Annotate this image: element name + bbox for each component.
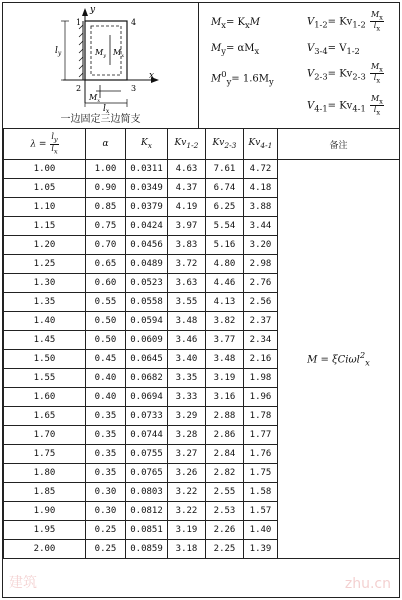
header-note: 备注 xyxy=(278,129,400,160)
axis-x-label: x xyxy=(149,71,155,81)
cell-kv12: 3.97 xyxy=(168,217,206,236)
cell-kv23: 2.84 xyxy=(206,445,244,464)
cell-alpha: 0.70 xyxy=(86,236,126,255)
cell-kv12: 3.33 xyxy=(168,388,206,407)
my-moment-sub: y xyxy=(103,53,107,59)
plate-diagram-svg xyxy=(3,3,198,113)
cell-kv12: 3.18 xyxy=(168,540,206,559)
cell-lambda: 1.05 xyxy=(4,179,86,198)
axis-y-label: y xyxy=(90,5,96,15)
corner-1-label: 1 xyxy=(76,18,82,27)
cell-kv23: 4.46 xyxy=(206,274,244,293)
cell-kv23: 2.82 xyxy=(206,464,244,483)
formula-v12: $V_{1-2}= Kv_{1-2}$ $\frac{M_x}{l_x}$ xyxy=(307,10,383,33)
cell-kv41: 2.76 xyxy=(244,274,278,293)
cell-kv12: 3.22 xyxy=(168,483,206,502)
cell-kv41: 2.56 xyxy=(244,293,278,312)
cell-kv41: 4.72 xyxy=(244,160,278,179)
cell-alpha: 0.50 xyxy=(86,331,126,350)
cell-kv12: 3.40 xyxy=(168,350,206,369)
cell-kv12: 3.27 xyxy=(168,445,206,464)
lx-dimension-label: l xyxy=(103,104,106,113)
formula-my0: $M^0_y= 1.6M_y$ xyxy=(211,69,274,87)
cell-alpha: 0.35 xyxy=(86,407,126,426)
mx-moment-label: M xyxy=(113,48,122,57)
cell-lambda: 1.15 xyxy=(4,217,86,236)
cell-kx: 0.0609 xyxy=(126,331,168,350)
cell-kx: 0.0812 xyxy=(126,502,168,521)
cell-kv12: 3.19 xyxy=(168,521,206,540)
cell-lambda: 1.00 xyxy=(4,160,86,179)
watermark-left: 建筑 xyxy=(9,575,37,591)
table-body xyxy=(4,160,400,559)
formula-my: $M_y= \alpha M_x$ xyxy=(211,43,260,56)
cell-kv41: 2.37 xyxy=(244,312,278,331)
formula-block xyxy=(199,3,399,128)
formula-v41: $V_{4-1}= Kv_{4-1}$ $\frac{M_x}{l_x}$ xyxy=(307,94,383,117)
cell-lambda: 1.30 xyxy=(4,274,86,293)
cell-kv41: 1.77 xyxy=(244,426,278,445)
cell-kv23: 5.16 xyxy=(206,236,244,255)
corner-2-label: 2 xyxy=(76,84,82,93)
cell-lambda: 1.25 xyxy=(4,255,86,274)
cell-kx: 0.0379 xyxy=(126,198,168,217)
cell-alpha: 0.50 xyxy=(86,312,126,331)
cell-kx: 0.0755 xyxy=(126,445,168,464)
cell-kv12: 3.26 xyxy=(168,464,206,483)
note-formula: M = ξCiωl xyxy=(307,354,360,366)
cell-kv41: 1.75 xyxy=(244,464,278,483)
cell-alpha: 0.75 xyxy=(86,217,126,236)
cell-lambda: 1.45 xyxy=(4,331,86,350)
corner-3-label: 3 xyxy=(131,84,137,93)
cell-kx: 0.0733 xyxy=(126,407,168,426)
header-kv41: $Kv_{4-1}$ xyxy=(244,129,278,160)
cell-alpha: 0.60 xyxy=(86,274,126,293)
cell-kv12: 3.55 xyxy=(168,293,206,312)
cell-kx: 0.0859 xyxy=(126,540,168,559)
cell-alpha: 1.00 xyxy=(86,160,126,179)
cell-kv12: 3.48 xyxy=(168,312,206,331)
header-alpha: α xyxy=(86,129,126,160)
cell-kx: 0.0645 xyxy=(126,350,168,369)
svg-text:My xyxy=(94,48,106,59)
cell-kv23: 3.16 xyxy=(206,388,244,407)
cell-alpha: 0.55 xyxy=(86,293,126,312)
header-area xyxy=(3,3,399,129)
cell-alpha: 0.35 xyxy=(86,426,126,445)
formula-v34: $V_{3-4}= V_{1-2}$ xyxy=(307,43,360,56)
cell-lambda: 1.10 xyxy=(4,198,86,217)
cell-kv41: 3.88 xyxy=(244,198,278,217)
cell-kv23: 3.48 xyxy=(206,350,244,369)
cell-kv23: 2.53 xyxy=(206,502,244,521)
cell-lambda: 1.40 xyxy=(4,312,86,331)
cell-kv12: 4.63 xyxy=(168,160,206,179)
cell-kv41: 1.78 xyxy=(244,407,278,426)
cell-kv41: 2.16 xyxy=(244,350,278,369)
cell-lambda: 1.20 xyxy=(4,236,86,255)
cell-kx: 0.0456 xyxy=(126,236,168,255)
svg-text:ly xyxy=(55,46,62,57)
cell-kx: 0.0694 xyxy=(126,388,168,407)
lx-dimension-sub: x xyxy=(105,108,110,113)
cell-alpha: 0.30 xyxy=(86,483,126,502)
cell-kx: 0.0803 xyxy=(126,483,168,502)
coefficient-table xyxy=(3,128,400,559)
header-kv23: $Kv_{2-3}$ xyxy=(206,129,244,160)
header-kx: $K_x$ xyxy=(126,129,168,160)
cell-kv41: 1.39 xyxy=(244,540,278,559)
cell-kv23: 4.80 xyxy=(206,255,244,274)
cell-alpha: 0.25 xyxy=(86,540,126,559)
cell-kv23: 2.86 xyxy=(206,426,244,445)
diagram-caption: 一边固定三边简支 xyxy=(60,114,141,125)
cell-kv23: 6.25 xyxy=(206,198,244,217)
note-formula-sub: x xyxy=(365,357,370,368)
cell-kv41: 3.20 xyxy=(244,236,278,255)
formula-v23: $V_{2-3}= Kv_{2-3}$ $\frac{M_x}{l_x}$ xyxy=(307,62,383,85)
cell-kv12: 3.83 xyxy=(168,236,206,255)
ly-dimension-label: l xyxy=(55,46,58,56)
cell-kv23: 3.77 xyxy=(206,331,244,350)
cell-kx: 0.0851 xyxy=(126,521,168,540)
cell-kx: 0.0744 xyxy=(126,426,168,445)
table-header-row xyxy=(4,129,400,160)
cell-kx: 0.0523 xyxy=(126,274,168,293)
cell-kx: 0.0594 xyxy=(126,312,168,331)
header-lambda: λ = $\frac{l_y}{l_x}$ xyxy=(4,129,86,160)
mx-moment-sub: x xyxy=(121,53,125,59)
svg-text:Mx xyxy=(112,48,124,59)
page-frame xyxy=(2,2,400,598)
cell-kv23: 2.88 xyxy=(206,407,244,426)
formula-mx: $M_x= K_xM$ xyxy=(211,17,260,30)
cell-alpha: 0.45 xyxy=(86,350,126,369)
ly-dimension-sub: y xyxy=(57,50,62,57)
cell-alpha: 0.35 xyxy=(86,464,126,483)
cell-kv23: 2.55 xyxy=(206,483,244,502)
cell-alpha: 0.35 xyxy=(86,445,126,464)
cell-lambda: 2.00 xyxy=(4,540,86,559)
cell-lambda: 1.65 xyxy=(4,407,86,426)
cell-alpha: 0.85 xyxy=(86,198,126,217)
header-kv12: $Kv_{1-2}$ xyxy=(168,129,206,160)
cell-kx: 0.0349 xyxy=(126,179,168,198)
corner-4-label: 4 xyxy=(131,18,137,27)
cell-kv12: 3.29 xyxy=(168,407,206,426)
cell-kv12: 3.22 xyxy=(168,502,206,521)
cell-kv23: 2.25 xyxy=(206,540,244,559)
plate-diagram xyxy=(3,3,198,128)
cell-kv23: 3.19 xyxy=(206,369,244,388)
cell-lambda: 1.55 xyxy=(4,369,86,388)
cell-kv41: 1.96 xyxy=(244,388,278,407)
cell-alpha: 0.40 xyxy=(86,369,126,388)
cell-kv23: 2.26 xyxy=(206,521,244,540)
cell-lambda: 1.80 xyxy=(4,464,86,483)
cell-lambda: 1.70 xyxy=(4,426,86,445)
cell-lambda: 1.60 xyxy=(4,388,86,407)
cell-kx: 0.0682 xyxy=(126,369,168,388)
cell-lambda: 1.95 xyxy=(4,521,86,540)
table-row xyxy=(4,160,400,179)
cell-kv23: 6.74 xyxy=(206,179,244,198)
cell-kv12: 3.72 xyxy=(168,255,206,274)
cell-kv23: 4.13 xyxy=(206,293,244,312)
cell-alpha: 0.65 xyxy=(86,255,126,274)
cell-kv41: 2.98 xyxy=(244,255,278,274)
cell-lambda: 1.50 xyxy=(4,350,86,369)
cell-kv12: 4.37 xyxy=(168,179,206,198)
cell-lambda: 1.85 xyxy=(4,483,86,502)
svg-text:Mx xyxy=(88,93,100,104)
cell-kx: 0.0489 xyxy=(126,255,168,274)
cell-kv12: 3.35 xyxy=(168,369,206,388)
cell-lambda: 1.90 xyxy=(4,502,86,521)
cell-kx: 0.0765 xyxy=(126,464,168,483)
note-formula-sup: 2 xyxy=(359,350,366,361)
cell-kv12: 3.28 xyxy=(168,426,206,445)
watermark-right: zhu.cn xyxy=(344,576,391,592)
cell-kx: 0.0424 xyxy=(126,217,168,236)
cell-alpha: 0.40 xyxy=(86,388,126,407)
cell-kv41: 1.58 xyxy=(244,483,278,502)
cell-kv41: 1.40 xyxy=(244,521,278,540)
cell-kx: 0.0311 xyxy=(126,160,168,179)
cell-kv12: 3.46 xyxy=(168,331,206,350)
my-moment-label: M xyxy=(95,48,104,57)
cell-kv12: 3.63 xyxy=(168,274,206,293)
cell-kx: 0.0558 xyxy=(126,293,168,312)
cell-kv23: 5.54 xyxy=(206,217,244,236)
cell-kv41: 4.18 xyxy=(244,179,278,198)
cell-kv41: 2.34 xyxy=(244,331,278,350)
cell-alpha: 0.30 xyxy=(86,502,126,521)
cell-kv12: 4.19 xyxy=(168,198,206,217)
cell-kv41: 3.44 xyxy=(244,217,278,236)
note-cell xyxy=(278,160,400,559)
cell-kv41: 1.98 xyxy=(244,369,278,388)
cell-kv23: 3.82 xyxy=(206,312,244,331)
cell-kv41: 1.57 xyxy=(244,502,278,521)
mx0-moment-label: M xyxy=(89,93,98,102)
cell-lambda: 1.35 xyxy=(4,293,86,312)
cell-kv23: 7.61 xyxy=(206,160,244,179)
cell-lambda: 1.75 xyxy=(4,445,86,464)
mx0-moment-sub: x xyxy=(97,98,101,104)
cell-alpha: 0.90 xyxy=(86,179,126,198)
cell-alpha: 0.25 xyxy=(86,521,126,540)
cell-kv41: 1.76 xyxy=(244,445,278,464)
